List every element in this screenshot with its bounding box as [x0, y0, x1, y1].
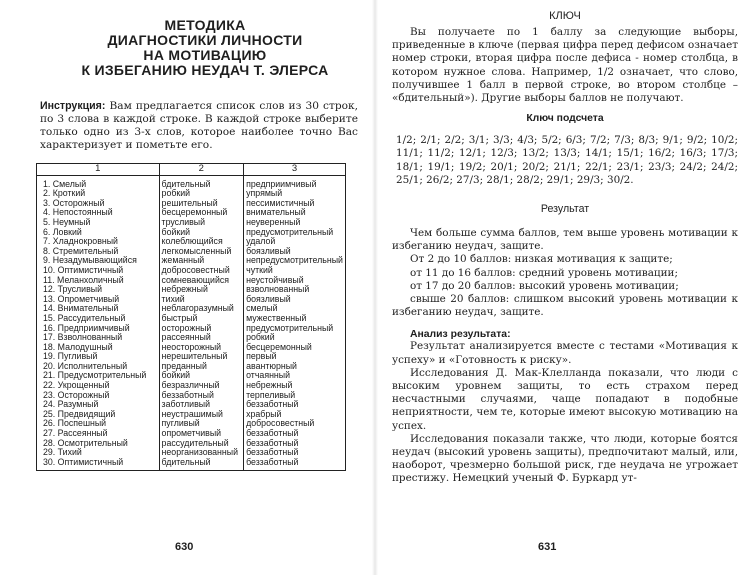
page-number: 631: [538, 541, 557, 553]
word-col-1: 24. Разумный: [37, 400, 160, 410]
word-col-1: 12. Трусливый: [37, 285, 160, 295]
word-col-2: добросовестный: [159, 266, 244, 276]
word-col-1: 30. Оптимистичный: [37, 458, 160, 471]
key-intro: Вы получаете по 1 баллу за следующие выборы, приведенные в ключе (первая цифра перед дефисом означает номер строки, вторая цифра после дефиса - номер столбца, в котором нужное слова. Например, 1/2 означает, что слово, получившее 1 балл в первой строке, во втором столбце – «бдительный»). Другие выборы баллов не получают.: [392, 26, 738, 105]
word-col-2: бдительный: [159, 458, 244, 471]
word-col-2: легкомысленный: [159, 247, 244, 257]
level-very-high: свыше 20 баллов: слишком высокий уровень мотивации к избеганию неудач, защите.: [392, 293, 738, 319]
word-col-1: 17. Взволнованный: [37, 333, 160, 343]
column-header-1: 1: [37, 163, 160, 175]
word-col-1: 16. Предприимчивый: [37, 324, 160, 334]
word-col-2: бойкий: [159, 371, 244, 381]
method-title: [52, 18, 358, 78]
instruction-paragraph: [32, 100, 358, 152]
word-col-1: 3. Осторожный: [37, 199, 160, 209]
word-col-2: жеманный: [159, 256, 244, 266]
word-col-2: решительный: [159, 199, 244, 209]
key-title: КЛЮЧ: [549, 10, 581, 22]
word-col-3: беззаботный: [244, 400, 346, 410]
instruction-label: Инструкция:: [40, 100, 106, 112]
word-col-2: безразличный: [159, 381, 244, 391]
word-col-1: 10. Оптимистичный: [37, 266, 160, 276]
word-col-3: предприимчивый: [244, 175, 346, 189]
word-col-3: внимательный: [244, 208, 346, 218]
word-col-2: трусливый: [159, 218, 244, 228]
word-col-3: удалой: [244, 237, 346, 247]
left-page: [0, 0, 372, 575]
word-col-2: осторожный: [159, 324, 244, 334]
word-col-3: взволнованный: [244, 285, 346, 295]
title-line: НА МОТИВАЦИЮ: [143, 47, 267, 63]
word-col-1: 22. Укрощенный: [37, 381, 160, 391]
word-col-1: 29. Тихий: [37, 448, 160, 458]
word-col-3: беззаботный: [244, 458, 346, 471]
word-col-3: отчаянный: [244, 371, 346, 381]
word-col-3: авантюрный: [244, 362, 346, 372]
level-high: от 17 до 20 баллов: высокий уровень мотивации;: [410, 279, 679, 292]
word-col-2: неустрашимый: [159, 410, 244, 420]
word-col-2: робкий: [159, 189, 244, 199]
column-header-3: 3: [244, 163, 346, 175]
key-codes: 1/2; 2/1; 2/2; 3/1; 3/3; 4/3; 5/2; 6/3; 7/2; 7/3; 8/3; 9/1; 9/2; 10/2; 11/1; 11/2; 12/1; 12/3; 13/2; 13/3; 14/1; 15/1; 16/2; 16/3; 17/3; 18/1; 19/1; 19/2; 20/1; 20/2; 21/1; 22/1; 23/1; 23/3; 24/2; 24/2; 25/1; 26/2; 27/3; 28/1; 28/2; 29/1; 29/3; 30/2.: [396, 134, 738, 186]
word-col-3: боязливый: [244, 247, 346, 257]
table-header-row: [37, 163, 346, 175]
word-list-table: [36, 163, 346, 472]
word-col-3: беззаботный: [244, 448, 346, 458]
word-col-3: предусмотрительный: [244, 228, 346, 238]
analysis-paragraph: Исследования показали также, что люди, которые боятся неудач (высокий уровень защиты), предпочитают малый, или, наоборот, чрезмерно большой риск, где неудача не угрожает престижу. Немецкий ученый Ф. Буркард ут-: [392, 432, 738, 485]
word-col-1: 19. Пугливый: [37, 352, 160, 362]
word-col-2: рассеянный: [159, 333, 244, 343]
word-col-1: 23. Осторожный: [37, 391, 160, 401]
word-col-1: 20. Исполнительный: [37, 362, 160, 372]
right-page: [378, 0, 750, 575]
word-col-3: непредусмотрительный: [244, 256, 346, 266]
word-col-3: беззаботный: [244, 439, 346, 449]
word-col-2: нерешительный: [159, 352, 244, 362]
instruction-text: Вам предлагается список слов из 30 строк, по 3 слова в каждой строке. В каждой строке выберите только одно из 3-х слов, которое наиболее точно Вас характеризует и пометьте его.: [40, 100, 358, 151]
word-col-3: неустойчивый: [244, 276, 346, 286]
word-col-3: упрямый: [244, 189, 346, 199]
word-col-3: боязливый: [244, 295, 346, 305]
word-col-1: 13. Опрометчивый: [37, 295, 160, 305]
word-col-3: небрежный: [244, 381, 346, 391]
word-col-2: неблагоразумный: [159, 304, 244, 314]
word-col-3: мужественный: [244, 314, 346, 324]
word-col-1: 6. Ловкий: [37, 228, 160, 238]
word-col-3: неуверенный: [244, 218, 346, 228]
word-col-1: 2. Кроткий: [37, 189, 160, 199]
word-col-3: первый: [244, 352, 346, 362]
word-col-3: бесцеремонный: [244, 343, 346, 353]
word-col-1: 8. Стремительный: [37, 247, 160, 257]
result-text: Чем больше сумма баллов, тем выше уровень мотивации к избеганию неудач, защите.: [392, 227, 738, 253]
word-col-2: быстрый: [159, 314, 244, 324]
word-col-2: сомневающийся: [159, 276, 244, 286]
word-col-1: 26. Поспешный: [37, 419, 160, 429]
word-col-2: бдительный: [159, 175, 244, 189]
word-col-2: колеблющийся: [159, 237, 244, 247]
word-col-3: предусмотрительный: [244, 324, 346, 334]
word-col-1: 4. Непостоянный: [37, 208, 160, 218]
table-row: [37, 175, 346, 189]
word-col-3: терпеливый: [244, 391, 346, 401]
analysis-heading: Анализ результата:: [410, 329, 511, 341]
word-col-2: пугливый: [159, 419, 244, 429]
word-col-3: добросовестный: [244, 419, 346, 429]
word-col-1: 25. Предвидящий: [37, 410, 160, 420]
word-col-2: заботливый: [159, 400, 244, 410]
word-col-1: 7. Хладнокровный: [37, 237, 160, 247]
word-col-2: бойкий: [159, 228, 244, 238]
word-col-1: 11. Меланхоличный: [37, 276, 160, 286]
word-col-3: чуткий: [244, 266, 346, 276]
analysis-paragraph: Результат анализируется вместе с тестами «Мотивация к успеху» и «Готовность к риску».: [392, 340, 738, 366]
word-col-1: 18. Малодушный: [37, 343, 160, 353]
word-col-2: неорганизованный: [159, 448, 244, 458]
word-col-1: 27. Рассеянный: [37, 429, 160, 439]
word-col-2: тихий: [159, 295, 244, 305]
word-col-1: 1. Смелый: [37, 175, 160, 189]
title-line: МЕТОДИКА: [164, 17, 246, 33]
word-col-1: 28. Осмотрительный: [37, 439, 160, 449]
table-row: [37, 458, 346, 471]
key-subtitle: Ключ подсчета: [526, 113, 604, 125]
title-line: ДИАГНОСТИКИ ЛИЧНОСТИ: [107, 32, 303, 48]
result-heading: Результат: [540, 203, 590, 216]
word-col-1: 15. Рассудительный: [37, 314, 160, 324]
word-col-3: пессимистичный: [244, 199, 346, 209]
word-col-2: преданный: [159, 362, 244, 372]
word-col-1: 9. Незадумывающийся: [37, 256, 160, 266]
word-col-2: беззаботный: [159, 391, 244, 401]
word-col-3: робкий: [244, 333, 346, 343]
level-low: От 2 до 10 баллов: низкая мотивация к защите;: [410, 253, 673, 266]
word-col-2: рассудительный: [159, 439, 244, 449]
word-col-3: смелый: [244, 304, 346, 314]
word-col-2: опрометчивый: [159, 429, 244, 439]
word-col-2: небрежный: [159, 285, 244, 295]
level-medium: от 11 до 16 баллов: средний уровень мотивации;: [410, 266, 678, 279]
word-col-3: беззаботный: [244, 429, 346, 439]
analysis-paragraph: Исследования Д. Мак-Клелланда показали, что люди с высоким уровнем защиты, то есть страхом перед несчастными случаями, чаще попадают в подобные неприятности, чем те, которые имеют высокую мотивацию на успех.: [392, 366, 738, 432]
word-col-2: бесцеремонный: [159, 208, 244, 218]
word-col-1: 5. Неумный: [37, 218, 160, 228]
word-col-3: храбрый: [244, 410, 346, 420]
page-number: 630: [175, 541, 194, 553]
word-col-2: неосторожный: [159, 343, 244, 353]
title-line: К ИЗБЕГАНИЮ НЕУДАЧ Т. ЭЛЕРСА: [81, 62, 329, 78]
word-col-1: 21. Предусмотрительный: [37, 371, 160, 381]
column-header-2: 2: [159, 163, 244, 175]
word-col-1: 14. Внимательный: [37, 304, 160, 314]
